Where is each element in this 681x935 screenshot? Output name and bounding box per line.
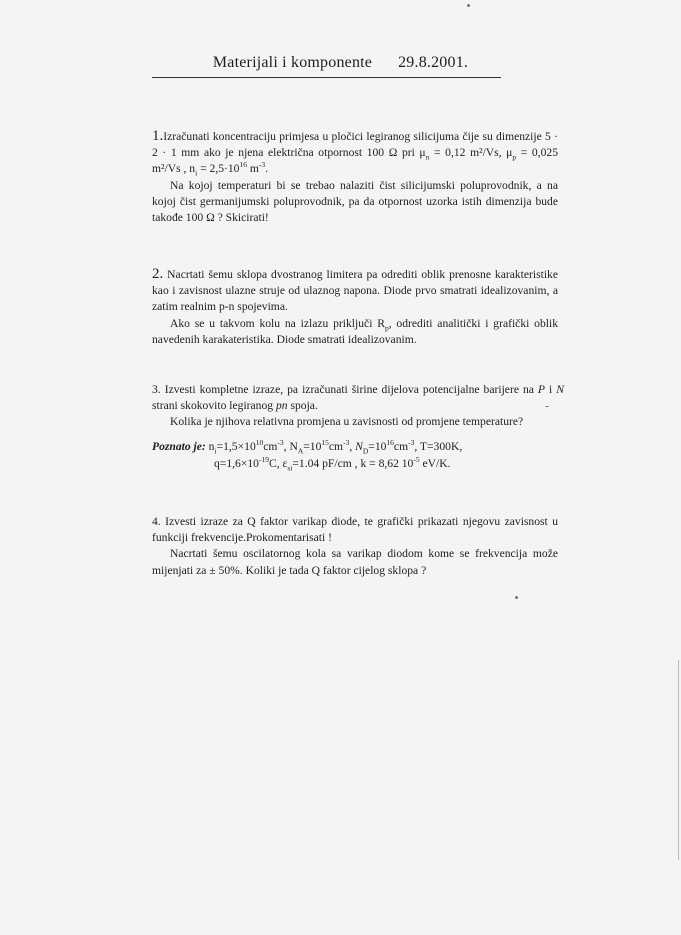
given-line-1: Poznato je: $n_i=1,5\times 10^{10}cm^{-3}$, $N_A=10^{15}cm^{-3}$, $N_D=10^{16}cm^{-3}$, T=300K, — [152, 438, 463, 456]
problem-3-number: 3. — [152, 383, 161, 396]
scan-speck — [467, 4, 470, 7]
given-label: Poznato je: — [152, 440, 206, 453]
problem-2-paragraph-1: 2. Nacrtati šemu sklopa dvostranog limitera pa odrediti oblik prenosne karakteristike kao i zavisnost ulazne struje od ulaznog napona. Diode prvo smatrati idealizovanim, a zatim realnim p-n spojevima. — [152, 266, 558, 314]
course-title: Materijali i komponente — [212, 54, 373, 71]
problem-3 — [152, 382, 564, 431]
problem-2 — [152, 266, 558, 348]
scan-speck — [545, 406, 549, 407]
problem-2-number: 2. — [152, 266, 164, 282]
problem-4-paragraph-2: Nacrtati šemu oscilatornog kola sa varikap diodom kome se frekvencija može mijenjati za ± 50%. Koliki je tada Q faktor cijelog sklopa ? — [152, 547, 558, 577]
problem-1-paragraph-1: 1.Izračunati koncentraciju primjesa u pločici legiranog silicijuma čije su dimenzije 5 · 2 · 1 mm ako je njena električna otpornost 100 Ω pri $\mu_n = 0,12$ m²/Vs, $\mu_p = 0,025$ m²/Vs , $n_i = 2,5\cdot 10^{16}$ $m^{-3}$. — [152, 128, 559, 178]
problem-1-number: 1. — [152, 128, 164, 144]
problem-4 — [152, 514, 558, 579]
scan-speck — [515, 596, 518, 599]
problem-2-paragraph-2: Ako se u takvom kolu na izlazu priključi $R_p$, odrediti analitički i grafički oblik navedenih karakateristika. Diode smatrati idealizovanim. — [152, 316, 558, 346]
title-underline — [152, 77, 501, 78]
given-line-2: $q=1,6\times 10^{-19}C$, $\varepsilon_{si}=1.04$ pF/cm , k = 8,62 $10^{-5}$ eV/K. — [214, 455, 451, 473]
problem-1 — [152, 128, 558, 226]
given-values — [152, 438, 572, 472]
scan-edge — [678, 660, 679, 860]
problem-4-number: 4. — [152, 515, 161, 528]
problem-3-paragraph-2: Kolika je njihova relativna promjena u zavisnosti od promjene temperature? — [170, 415, 524, 429]
problem-1-paragraph-2: Na kojoj temperaturi bi se trebao nalaziti čist silicijumski poluprovodnik, a na kojoj čist germanijumski poluprovodnik, pa da otpornost uzorka istih dimenzija bude takođe 100 Ω ? Skicirati! — [152, 178, 558, 225]
problem-4-paragraph-1: 4. Izvesti izraze za Q faktor varikap diode, te grafički prikazati njegovu zavisnost u funkciji frekvencije.Prokomentarisati ! — [152, 515, 558, 545]
page-title — [0, 54, 681, 72]
problem-3-paragraph-1: 3. Izvesti kompletne izraze, pa izračunati širine dijelova potencijalne barijere na P i N strani skokovito legiranog pn spoja. — [152, 383, 564, 413]
exam-date: 29.8.2001. — [398, 54, 469, 71]
